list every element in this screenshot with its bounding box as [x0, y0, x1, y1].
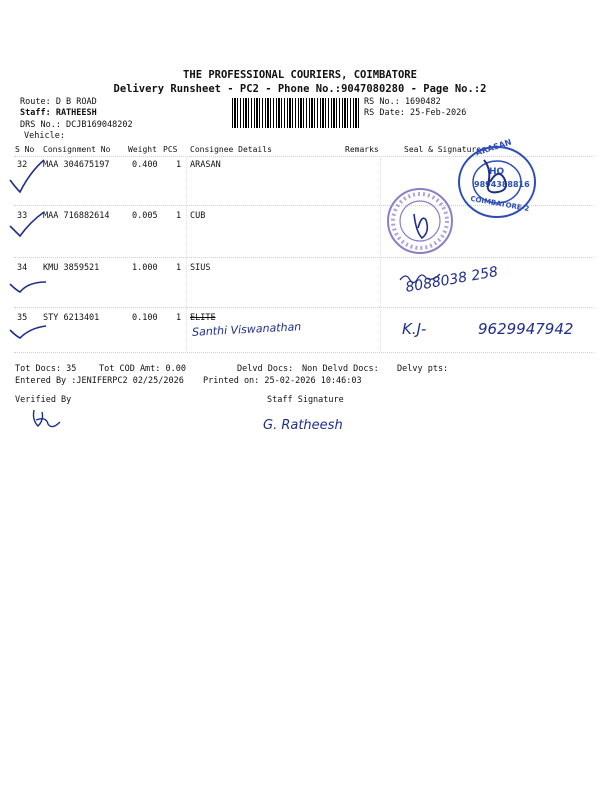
- row-sno: 32: [17, 160, 28, 170]
- row34-handwritten-phone: 8088038 258: [404, 264, 500, 296]
- col-pcs: PCS: [163, 145, 178, 154]
- route-label: Route: D B ROAD: [20, 97, 97, 107]
- check-mark-icon: [10, 326, 46, 338]
- entered-by: Entered By :JENIFERPC2 02/25/2026: [15, 376, 184, 386]
- row-consignee: CUB: [190, 211, 206, 221]
- col-sno: S No: [15, 145, 35, 154]
- col-consignee: Consignee Details: [190, 145, 272, 154]
- vehicle-label: Vehicle:: [24, 131, 65, 141]
- stamp-bottom-text: COIMBATORE-2: [469, 194, 530, 214]
- verified-signature: [34, 410, 61, 427]
- row-pcs: 1: [176, 211, 182, 221]
- col-seal-signature: Seal & Signature: [404, 145, 482, 154]
- total-cod-amount: Tot COD Amt: 0.00: [99, 364, 186, 374]
- printed-on: Printed on: 25-02-2026 10:46:03: [203, 376, 362, 386]
- total-docs: Tot Docs: 35: [15, 364, 77, 374]
- delivery-points: Delvy pts:: [397, 364, 449, 374]
- row35-receiver-initials: K.J-: [402, 320, 427, 338]
- office-stamp: [384, 185, 456, 257]
- delivered-docs: Delvd Docs:: [237, 364, 294, 374]
- row-weight: 1.000: [132, 263, 158, 273]
- non-delivered-docs: Non Delvd Docs:: [302, 364, 379, 374]
- check-mark-icon: [10, 160, 44, 192]
- row-weight: 0.400: [132, 160, 158, 170]
- staff-label: Staff: RATHEESH: [20, 108, 97, 118]
- row-pcs: 1: [176, 263, 182, 273]
- row-consignment: MAA 304675197: [43, 160, 110, 170]
- col-remarks: Remarks: [345, 145, 379, 154]
- company-title: THE PROFESSIONAL COURIERS, COIMBATORE: [183, 69, 417, 81]
- staff-handwritten-signature: G. Ratheesh: [263, 418, 343, 433]
- row-consignment: STY 6213401: [43, 313, 100, 323]
- col-consignment: Consignment No: [43, 145, 111, 154]
- row-consignment: MAA 716882614: [43, 211, 110, 221]
- row-sno: 35: [17, 313, 28, 323]
- col-weight: Weight: [128, 145, 157, 154]
- stamp-phone: 9894388816: [474, 180, 530, 189]
- row-consignee: ELITE: [190, 313, 216, 323]
- row-weight: 0.100: [132, 313, 158, 323]
- stamp-signature: [480, 154, 520, 200]
- row-sno: 34: [17, 263, 28, 273]
- staff-signature-label: Staff Signature: [267, 395, 344, 405]
- row35-handwritten-phone: 9629947942: [478, 320, 574, 338]
- row-weight: 0.005: [132, 211, 158, 221]
- runsheet-subtitle: Delivery Runsheet - PC2 - Phone No.:9047080280 - Page No.:2: [113, 83, 487, 95]
- check-mark-icon: [10, 212, 44, 236]
- rs-date: RS Date: 25-Feb-2026: [364, 108, 467, 118]
- stamp-top-text: ARASAN: [474, 137, 513, 158]
- row-consignee: SIUS: [190, 263, 211, 273]
- row-pcs: 1: [176, 313, 182, 323]
- rs-number: RS No.: 1690482: [364, 97, 441, 107]
- check-mark-icon: [10, 282, 46, 292]
- row-consignee: ARASAN: [190, 160, 221, 170]
- row-consignment: KMU 3859521: [43, 263, 100, 273]
- row35-handwritten-name: Santhi Viswanathan: [191, 320, 302, 339]
- row-pcs: 1: [176, 160, 182, 170]
- drs-number: DRS No.: DCJB169048202: [20, 120, 133, 130]
- verified-by-label: Verified By: [15, 395, 72, 405]
- row-sno: 33: [17, 211, 28, 221]
- stamp-code: HO: [489, 167, 505, 177]
